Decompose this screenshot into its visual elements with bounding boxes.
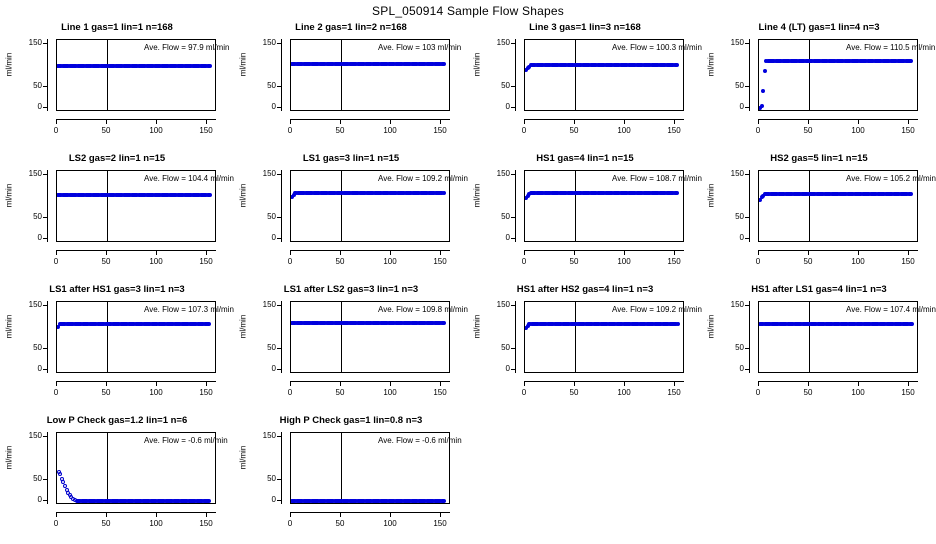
y-tick-label: 50 bbox=[501, 211, 510, 221]
y-tick bbox=[43, 43, 48, 44]
x-tick bbox=[624, 250, 625, 255]
y-axis bbox=[281, 39, 282, 111]
x-tick bbox=[808, 381, 809, 386]
y-axis-label: ml/min bbox=[4, 52, 14, 77]
y-tick bbox=[277, 436, 282, 437]
y-axis bbox=[749, 170, 750, 242]
y-tick-label: 150 bbox=[28, 169, 42, 179]
x-tick-label: 150 bbox=[667, 126, 681, 135]
data-point bbox=[675, 63, 679, 67]
page-title: SPL_050914 Sample Flow Shapes bbox=[372, 4, 564, 18]
x-tick-label: 100 bbox=[149, 257, 163, 266]
x-tick bbox=[808, 250, 809, 255]
x-axis bbox=[56, 250, 216, 251]
y-tick bbox=[277, 500, 282, 501]
x-tick-label: 50 bbox=[335, 126, 345, 135]
y-tick-label: 150 bbox=[28, 300, 42, 310]
y-tick bbox=[43, 86, 48, 87]
y-axis bbox=[47, 170, 48, 242]
x-tick-label: 0 bbox=[755, 257, 761, 266]
x-tick bbox=[524, 381, 525, 386]
x-tick-label: 100 bbox=[383, 126, 397, 135]
y-tick bbox=[745, 238, 750, 239]
x-tick-label: 150 bbox=[199, 388, 213, 397]
x-tick bbox=[206, 381, 207, 386]
y-axis-label: ml/min bbox=[4, 183, 14, 208]
y-tick-label: 0 bbox=[505, 363, 510, 373]
chart-panel bbox=[702, 20, 936, 151]
data-point bbox=[442, 62, 446, 66]
x-tick bbox=[156, 119, 157, 124]
x-tick-label: 150 bbox=[433, 519, 447, 528]
y-tick bbox=[277, 174, 282, 175]
y-tick-label: 0 bbox=[37, 363, 42, 373]
data-point bbox=[207, 499, 211, 503]
x-tick bbox=[758, 250, 759, 255]
x-tick-label: 100 bbox=[383, 257, 397, 266]
x-tick bbox=[758, 381, 759, 386]
y-tick-label: 50 bbox=[735, 80, 744, 90]
y-tick bbox=[511, 86, 516, 87]
chart-panel bbox=[0, 413, 234, 544]
y-tick-label: 0 bbox=[271, 363, 276, 373]
y-tick bbox=[43, 238, 48, 239]
y-tick-label: 50 bbox=[33, 80, 42, 90]
y-tick-label: 150 bbox=[496, 38, 510, 48]
y-tick-label: 50 bbox=[267, 473, 276, 483]
x-tick-label: 50 bbox=[101, 257, 111, 266]
y-tick-label: 50 bbox=[501, 342, 510, 352]
x-tick-label: 100 bbox=[149, 388, 163, 397]
y-tick-label: 0 bbox=[739, 232, 744, 242]
y-tick bbox=[511, 238, 516, 239]
x-tick-label: 100 bbox=[149, 519, 163, 528]
data-point bbox=[442, 321, 446, 325]
average-flow-annotation: Ave. Flow = 107.4 ml/min bbox=[846, 305, 936, 314]
x-axis bbox=[290, 512, 450, 513]
x-tick-label: 100 bbox=[383, 519, 397, 528]
data-point bbox=[208, 193, 212, 197]
x-tick bbox=[674, 381, 675, 386]
x-tick bbox=[206, 119, 207, 124]
y-axis bbox=[749, 39, 750, 111]
y-axis-label: ml/min bbox=[706, 314, 716, 339]
x-tick-label: 100 bbox=[617, 126, 631, 135]
y-axis-label: ml/min bbox=[4, 445, 14, 470]
x-tick bbox=[206, 250, 207, 255]
x-tick-label: 0 bbox=[755, 126, 761, 135]
x-axis bbox=[56, 119, 216, 120]
y-tick-label: 0 bbox=[37, 101, 42, 111]
x-tick bbox=[858, 381, 859, 386]
y-tick bbox=[277, 217, 282, 218]
average-flow-annotation: Ave. Flow = -0.6 ml/min bbox=[144, 436, 228, 445]
x-tick bbox=[290, 119, 291, 124]
x-tick bbox=[290, 381, 291, 386]
y-tick-label: 150 bbox=[496, 300, 510, 310]
y-tick-label: 0 bbox=[37, 232, 42, 242]
y-tick-label: 50 bbox=[33, 211, 42, 221]
x-tick-label: 0 bbox=[287, 519, 293, 528]
y-tick-label: 0 bbox=[505, 101, 510, 111]
chart-title: Line 2 gas=1 lin=2 n=168 bbox=[295, 22, 407, 33]
y-tick bbox=[43, 348, 48, 349]
y-tick bbox=[745, 107, 750, 108]
x-axis bbox=[290, 381, 450, 382]
chart-panel bbox=[0, 151, 234, 282]
chart-title: HS1 after HS2 gas=4 lin=1 n=3 bbox=[516, 284, 654, 295]
x-tick-label: 50 bbox=[569, 388, 579, 397]
x-tick bbox=[106, 250, 107, 255]
average-flow-annotation: Ave. Flow = 109.8 ml/min bbox=[378, 305, 468, 314]
y-axis-label: ml/min bbox=[238, 314, 248, 339]
y-tick-label: 50 bbox=[501, 80, 510, 90]
x-axis bbox=[524, 381, 684, 382]
average-flow-annotation: Ave. Flow = 109.2 ml/min bbox=[612, 305, 702, 314]
y-tick-label: 150 bbox=[730, 38, 744, 48]
x-tick-label: 150 bbox=[667, 388, 681, 397]
x-tick-label: 0 bbox=[521, 388, 527, 397]
x-tick-label: 50 bbox=[803, 388, 813, 397]
y-axis-label: ml/min bbox=[472, 52, 482, 77]
x-tick bbox=[908, 381, 909, 386]
x-axis bbox=[56, 512, 216, 513]
chart-title: HS2 gas=5 lin=1 n=15 bbox=[770, 153, 868, 164]
y-axis bbox=[515, 39, 516, 111]
x-tick-label: 0 bbox=[521, 126, 527, 135]
x-tick bbox=[440, 512, 441, 517]
y-tick bbox=[277, 348, 282, 349]
x-tick bbox=[206, 512, 207, 517]
x-axis bbox=[290, 119, 450, 120]
x-tick bbox=[390, 512, 391, 517]
x-tick bbox=[56, 512, 57, 517]
x-tick bbox=[858, 250, 859, 255]
chart-title: HS1 gas=4 lin=1 n=15 bbox=[536, 153, 634, 164]
x-tick-label: 0 bbox=[287, 388, 293, 397]
y-tick-label: 0 bbox=[37, 494, 42, 504]
y-tick bbox=[511, 174, 516, 175]
data-point bbox=[909, 59, 913, 63]
x-tick bbox=[624, 119, 625, 124]
y-tick bbox=[511, 107, 516, 108]
x-tick-label: 150 bbox=[901, 126, 915, 135]
y-tick-label: 50 bbox=[267, 211, 276, 221]
x-tick bbox=[440, 250, 441, 255]
average-flow-annotation: Ave. Flow = 103 ml/min bbox=[378, 43, 462, 52]
x-tick bbox=[440, 119, 441, 124]
chart-title: LS1 after LS2 gas=3 lin=1 n=3 bbox=[283, 284, 419, 295]
chart-title: Low P Check gas=1.2 lin=1 n=6 bbox=[46, 415, 188, 426]
x-tick-label: 100 bbox=[617, 257, 631, 266]
x-axis bbox=[524, 119, 684, 120]
y-axis-label: ml/min bbox=[238, 183, 248, 208]
y-tick-label: 0 bbox=[271, 232, 276, 242]
x-tick-label: 100 bbox=[383, 388, 397, 397]
y-tick bbox=[511, 369, 516, 370]
x-tick bbox=[56, 381, 57, 386]
x-tick-label: 50 bbox=[803, 126, 813, 135]
chart-panel bbox=[234, 282, 468, 413]
x-tick-label: 150 bbox=[901, 388, 915, 397]
y-tick-label: 0 bbox=[739, 363, 744, 373]
chart-panel bbox=[702, 282, 936, 413]
y-tick-label: 150 bbox=[262, 38, 276, 48]
x-tick-label: 150 bbox=[199, 126, 213, 135]
y-tick bbox=[511, 43, 516, 44]
chart-title: Line 1 gas=1 lin=1 n=168 bbox=[61, 22, 173, 33]
y-tick-label: 50 bbox=[267, 342, 276, 352]
y-tick bbox=[43, 500, 48, 501]
x-tick bbox=[106, 512, 107, 517]
average-flow-annotation: Ave. Flow = 109.2 ml/min bbox=[378, 174, 468, 183]
x-tick bbox=[106, 119, 107, 124]
y-tick bbox=[277, 86, 282, 87]
x-tick-label: 0 bbox=[53, 388, 59, 397]
x-tick bbox=[908, 250, 909, 255]
x-tick-label: 150 bbox=[667, 257, 681, 266]
x-tick bbox=[156, 512, 157, 517]
y-tick-label: 150 bbox=[262, 431, 276, 441]
x-tick bbox=[440, 381, 441, 386]
y-tick bbox=[277, 479, 282, 480]
x-tick-label: 100 bbox=[617, 388, 631, 397]
x-tick bbox=[674, 119, 675, 124]
y-tick-label: 150 bbox=[262, 169, 276, 179]
y-axis bbox=[281, 170, 282, 242]
chart-title: HS1 after LS1 gas=4 lin=1 n=3 bbox=[751, 284, 887, 295]
x-tick-label: 50 bbox=[335, 257, 345, 266]
y-axis bbox=[47, 301, 48, 373]
data-point bbox=[208, 64, 212, 68]
average-flow-annotation: Ave. Flow = 110.5 ml/min bbox=[846, 43, 936, 52]
y-axis-label: ml/min bbox=[238, 445, 248, 470]
chart-panel bbox=[234, 151, 468, 282]
x-tick bbox=[290, 250, 291, 255]
x-tick-label: 150 bbox=[433, 388, 447, 397]
x-tick bbox=[290, 512, 291, 517]
chart-title: LS2 gas=2 lin=1 n=15 bbox=[68, 153, 166, 164]
y-axis bbox=[281, 432, 282, 504]
x-tick-label: 50 bbox=[335, 519, 345, 528]
x-tick bbox=[56, 250, 57, 255]
x-tick-label: 50 bbox=[101, 388, 111, 397]
y-tick bbox=[43, 479, 48, 480]
y-tick-label: 0 bbox=[505, 232, 510, 242]
panel-grid bbox=[0, 20, 936, 544]
y-tick-label: 50 bbox=[33, 473, 42, 483]
x-tick-label: 150 bbox=[199, 519, 213, 528]
y-axis-label: ml/min bbox=[472, 183, 482, 208]
y-axis bbox=[47, 39, 48, 111]
average-flow-annotation: Ave. Flow = -0.6 ml/min bbox=[378, 436, 462, 445]
chart-panel bbox=[468, 151, 702, 282]
average-flow-annotation: Ave. Flow = 97.9 ml/min bbox=[144, 43, 230, 52]
data-point bbox=[910, 322, 914, 326]
y-tick bbox=[745, 86, 750, 87]
average-flow-annotation: Ave. Flow = 107.3 ml/min bbox=[144, 305, 234, 314]
data-point bbox=[676, 322, 680, 326]
y-tick-label: 50 bbox=[735, 211, 744, 221]
x-tick-label: 50 bbox=[101, 519, 111, 528]
x-tick bbox=[340, 512, 341, 517]
average-flow-annotation: Ave. Flow = 105.2 ml/min bbox=[846, 174, 936, 183]
chart-title: Line 4 (LT) gas=1 lin=4 n=3 bbox=[758, 22, 880, 33]
x-tick bbox=[390, 119, 391, 124]
x-tick bbox=[808, 119, 809, 124]
x-tick bbox=[908, 119, 909, 124]
y-tick bbox=[277, 238, 282, 239]
x-tick bbox=[524, 119, 525, 124]
x-tick-label: 150 bbox=[433, 126, 447, 135]
x-axis bbox=[56, 381, 216, 382]
y-axis bbox=[281, 301, 282, 373]
y-tick bbox=[277, 43, 282, 44]
x-tick bbox=[106, 381, 107, 386]
y-tick-label: 50 bbox=[735, 342, 744, 352]
chart-panel bbox=[468, 282, 702, 413]
y-tick bbox=[43, 217, 48, 218]
x-tick-label: 50 bbox=[101, 126, 111, 135]
x-tick-label: 0 bbox=[53, 519, 59, 528]
y-tick bbox=[745, 43, 750, 44]
y-tick bbox=[277, 107, 282, 108]
x-tick-label: 100 bbox=[851, 257, 865, 266]
x-tick-label: 50 bbox=[569, 126, 579, 135]
data-point bbox=[58, 472, 62, 476]
y-tick-label: 150 bbox=[730, 169, 744, 179]
data-point bbox=[763, 69, 767, 73]
y-tick bbox=[277, 305, 282, 306]
x-tick bbox=[390, 381, 391, 386]
y-tick-label: 150 bbox=[496, 169, 510, 179]
data-point bbox=[909, 192, 913, 196]
x-tick bbox=[156, 250, 157, 255]
x-tick bbox=[674, 250, 675, 255]
y-tick bbox=[277, 369, 282, 370]
x-tick-label: 0 bbox=[755, 388, 761, 397]
x-tick bbox=[574, 381, 575, 386]
y-axis-label: ml/min bbox=[238, 52, 248, 77]
y-tick bbox=[43, 369, 48, 370]
x-axis bbox=[758, 250, 918, 251]
y-tick-label: 0 bbox=[271, 101, 276, 111]
x-tick-label: 0 bbox=[521, 257, 527, 266]
x-tick-label: 100 bbox=[149, 126, 163, 135]
average-flow-annotation: Ave. Flow = 100.3 ml/min bbox=[612, 43, 702, 52]
y-tick bbox=[745, 174, 750, 175]
y-tick-label: 150 bbox=[730, 300, 744, 310]
y-tick bbox=[745, 305, 750, 306]
chart-panel bbox=[468, 20, 702, 151]
data-point bbox=[442, 499, 446, 503]
chart-title: LS1 after HS1 gas=3 lin=1 n=3 bbox=[49, 284, 185, 295]
y-tick-label: 150 bbox=[28, 38, 42, 48]
x-axis bbox=[290, 250, 450, 251]
x-tick bbox=[524, 250, 525, 255]
y-axis-label: ml/min bbox=[706, 52, 716, 77]
y-tick-label: 50 bbox=[33, 342, 42, 352]
x-tick bbox=[56, 119, 57, 124]
x-tick-label: 50 bbox=[335, 388, 345, 397]
y-axis-label: ml/min bbox=[706, 183, 716, 208]
chart-title: Line 3 gas=1 lin=3 n=168 bbox=[529, 22, 641, 33]
chart-title: High P Check gas=1 lin=0.8 n=3 bbox=[279, 415, 423, 426]
y-tick bbox=[43, 107, 48, 108]
x-axis bbox=[758, 119, 918, 120]
data-point bbox=[675, 191, 679, 195]
y-tick bbox=[43, 305, 48, 306]
y-tick bbox=[745, 217, 750, 218]
y-tick bbox=[745, 369, 750, 370]
x-tick-label: 0 bbox=[53, 257, 59, 266]
x-tick-label: 100 bbox=[851, 388, 865, 397]
x-tick-label: 150 bbox=[901, 257, 915, 266]
data-point bbox=[207, 322, 211, 326]
chart-panel bbox=[234, 413, 468, 544]
y-tick-label: 150 bbox=[262, 300, 276, 310]
x-tick bbox=[624, 381, 625, 386]
x-tick-label: 100 bbox=[851, 126, 865, 135]
y-tick bbox=[511, 348, 516, 349]
x-tick bbox=[390, 250, 391, 255]
x-axis bbox=[524, 250, 684, 251]
y-tick bbox=[43, 174, 48, 175]
chart-panel bbox=[702, 151, 936, 282]
x-tick-label: 50 bbox=[569, 257, 579, 266]
x-tick-label: 150 bbox=[199, 257, 213, 266]
y-tick bbox=[511, 305, 516, 306]
x-tick bbox=[340, 119, 341, 124]
y-axis bbox=[515, 301, 516, 373]
y-tick-label: 0 bbox=[739, 101, 744, 111]
average-flow-annotation: Ave. Flow = 108.7 ml/min bbox=[612, 174, 702, 183]
x-axis bbox=[758, 381, 918, 382]
x-tick bbox=[758, 119, 759, 124]
chart-panel bbox=[0, 282, 234, 413]
x-tick-label: 0 bbox=[53, 126, 59, 135]
y-tick-label: 150 bbox=[28, 431, 42, 441]
y-axis bbox=[515, 170, 516, 242]
y-tick bbox=[43, 436, 48, 437]
chart-title: LS1 gas=3 lin=1 n=15 bbox=[302, 153, 400, 164]
chart-panel bbox=[0, 20, 234, 151]
x-tick bbox=[574, 119, 575, 124]
y-axis bbox=[749, 301, 750, 373]
chart-panel bbox=[234, 20, 468, 151]
average-flow-annotation: Ave. Flow = 104.4 ml/min bbox=[144, 174, 234, 183]
data-point bbox=[442, 191, 446, 195]
x-tick-label: 150 bbox=[433, 257, 447, 266]
x-tick-label: 0 bbox=[287, 126, 293, 135]
x-tick bbox=[156, 381, 157, 386]
y-axis bbox=[47, 432, 48, 504]
y-tick bbox=[745, 348, 750, 349]
y-axis-label: ml/min bbox=[4, 314, 14, 339]
x-tick-label: 50 bbox=[803, 257, 813, 266]
y-tick-label: 0 bbox=[271, 494, 276, 504]
x-tick bbox=[340, 250, 341, 255]
y-tick bbox=[511, 217, 516, 218]
x-tick bbox=[574, 250, 575, 255]
x-tick-label: 0 bbox=[287, 257, 293, 266]
data-point bbox=[761, 89, 765, 93]
x-tick bbox=[340, 381, 341, 386]
x-tick bbox=[858, 119, 859, 124]
y-axis-label: ml/min bbox=[472, 314, 482, 339]
y-tick-label: 50 bbox=[267, 80, 276, 90]
